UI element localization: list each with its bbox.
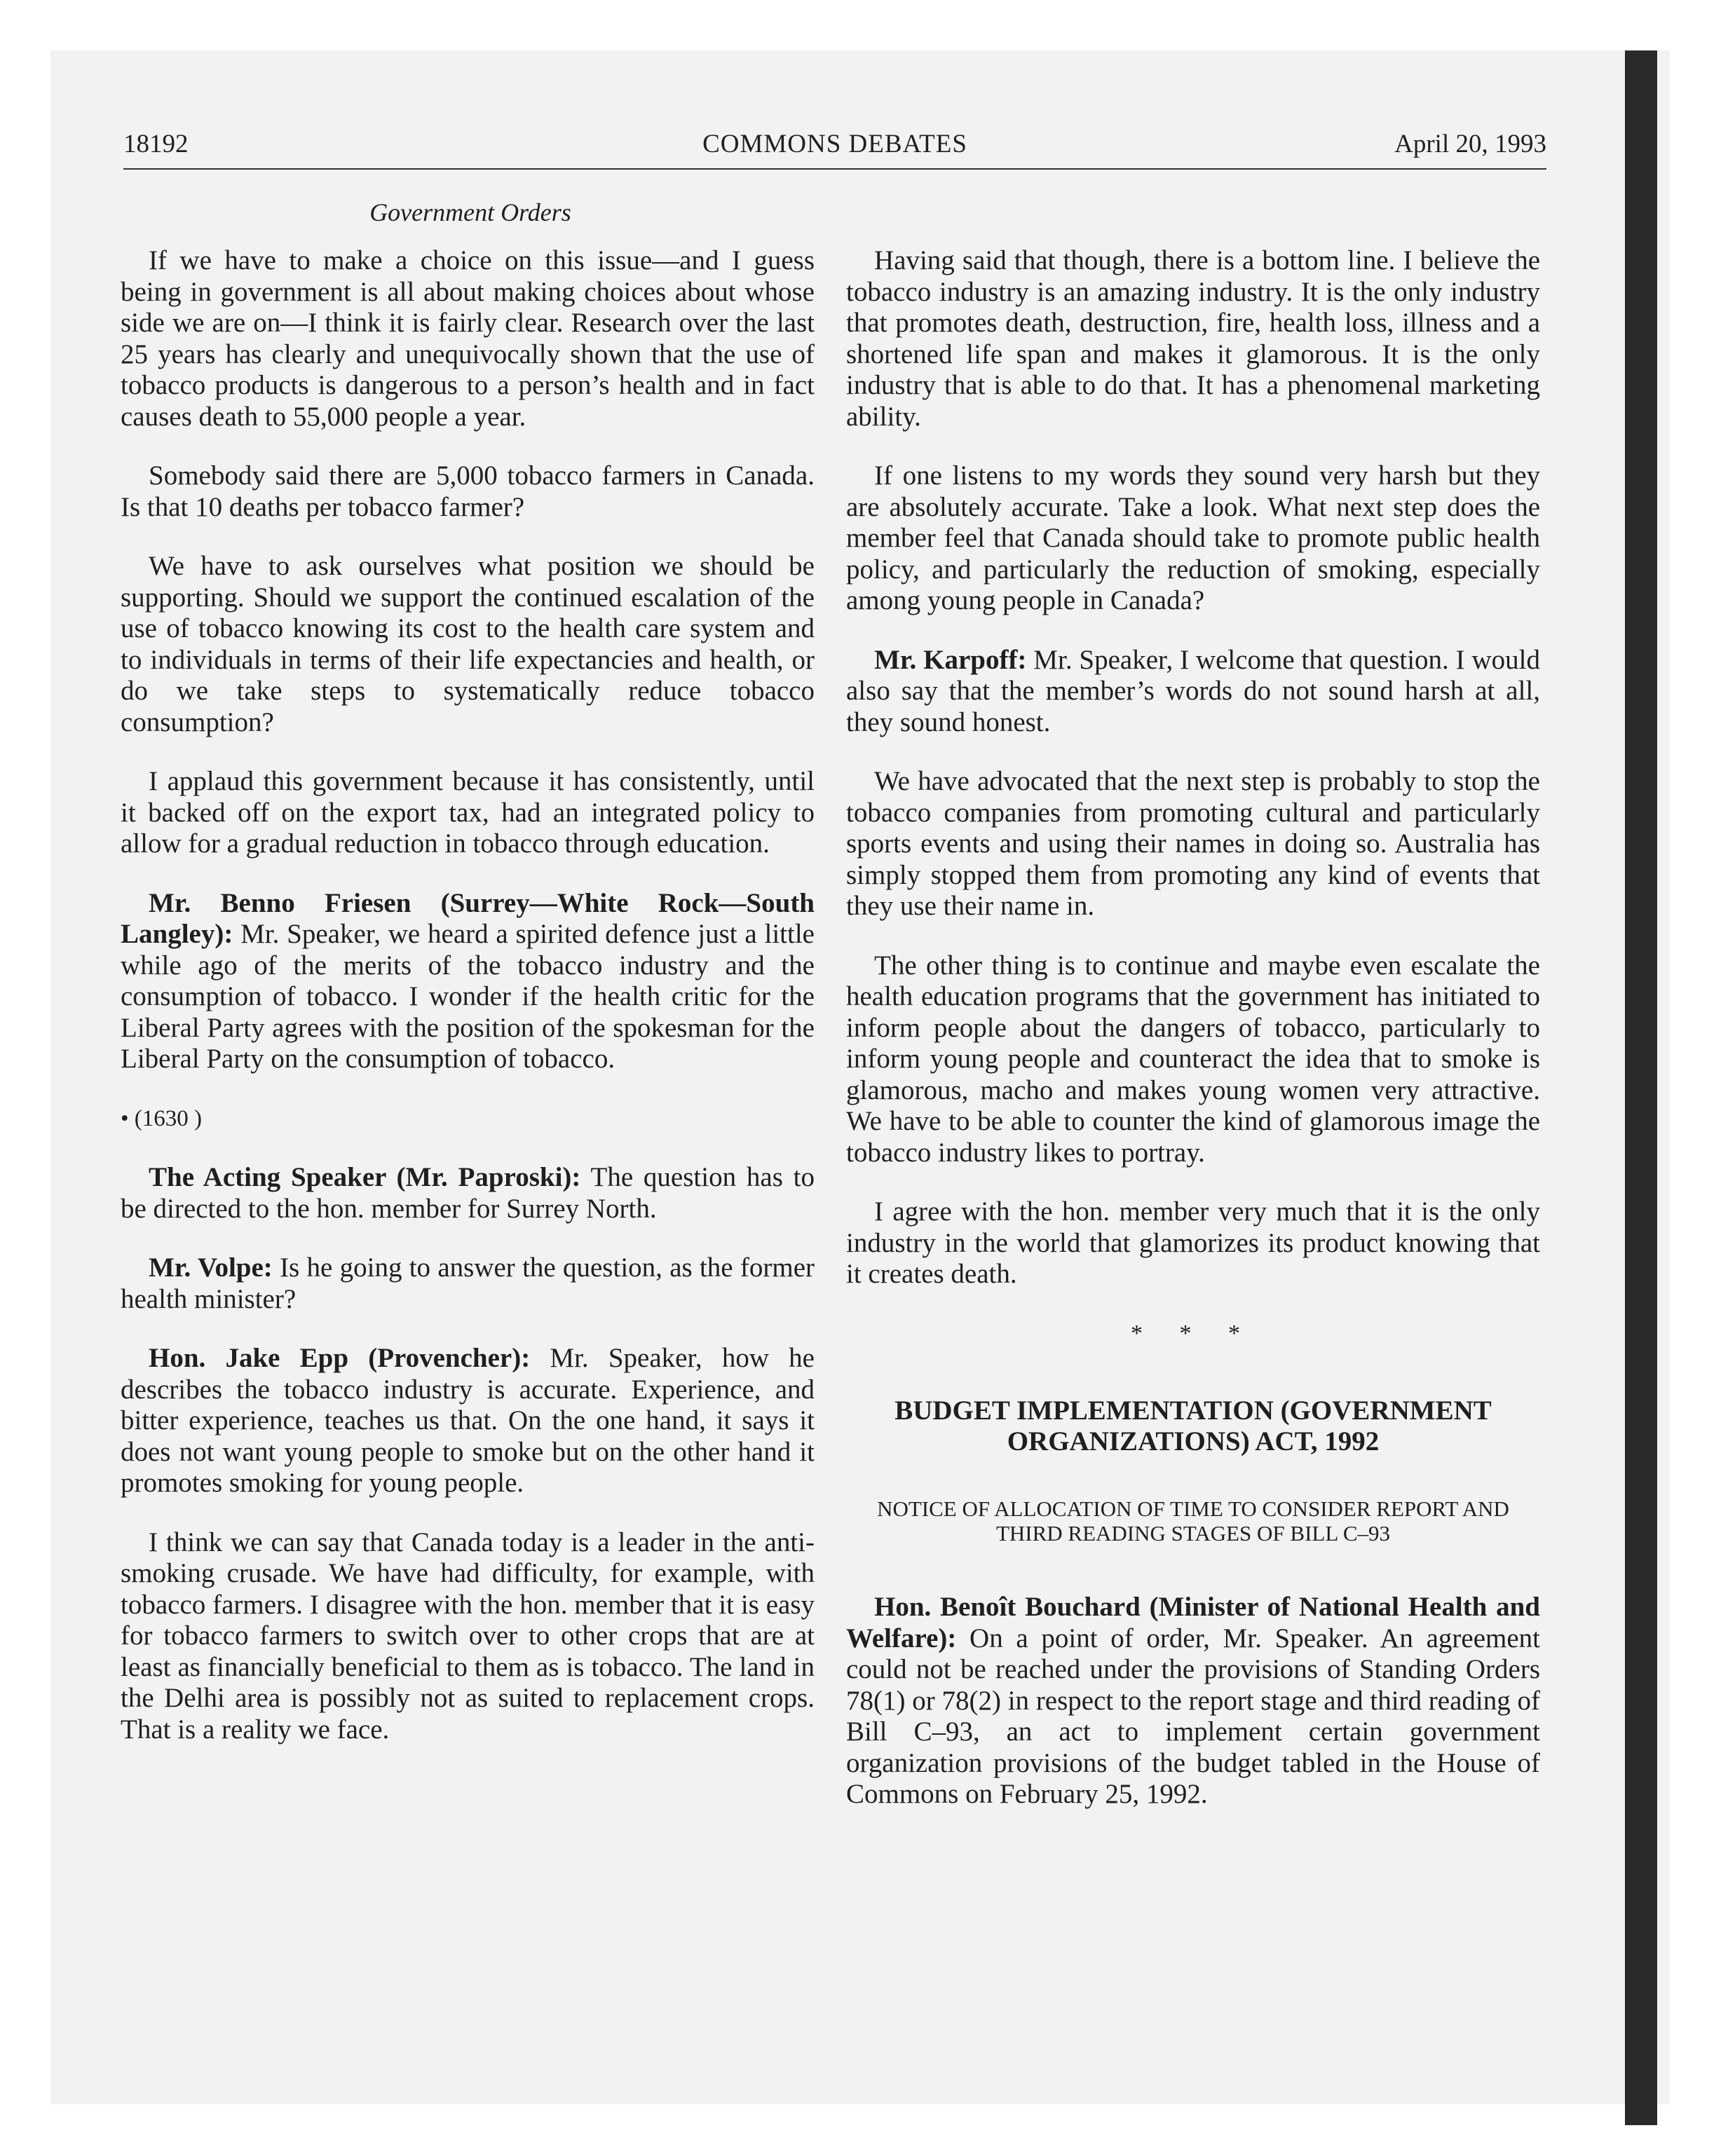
speaker-name: Mr. Karpoff: [874,644,1027,675]
time-marker: • (1630 ) [121,1105,203,1131]
right-column [846,245,1540,1838]
paragraph: Having said that though, there is a bottom line. I believe the tobacco industry is an amazing industry. It is the only industry that promotes death, destruction, fire, health loss, illness and a shortened life span and makes it glamorous. It is the only industry that is able to do that. It has a phenomenal marketing ability. [846,245,1540,432]
speech-paragraph [121,1253,815,1315]
section-separator: * * * [1131,1320,1256,1346]
paragraph: We have to ask ourselves what position we should be supporting. Should we support the continued escalation of the use of tobacco knowing its cost to the health care system and to individuals in terms of their life expectancies and health, or do we take steps to systematically reduce tobacco consumption? [121,551,815,737]
publication-title: COMMONS DEBATES [702,130,967,158]
speech-paragraph [846,645,1540,739]
bill-title: BUDGET IMPLEMENTATION (GOVERNMENT ORGANIZATIONS) ACT, 1992 [894,1396,1492,1456]
paragraph: If one listens to my words they sound very harsh but they are absolutely accurate. Take a look. What next step does the member feel that Canada should take to promote public health policy, and particularly the reduction of smoking, especially among young people in Canada? [846,460,1540,615]
speech-paragraph [846,1592,1540,1810]
paragraph: We have advocated that the next step is probably to stop the tobacco companies from promoting cultural and particularly sports events and using their names in doing so. Australia has simply stopped them from promoting any kind of events that they use their name in. [846,766,1540,921]
left-column [121,245,815,1773]
speech-paragraph [121,888,815,1075]
paragraph: I agree with the hon. member very much that it is the only industry in the world that glamorizes its product knowing that it creates death. [846,1196,1540,1289]
paragraph: Somebody said there are 5,000 tobacco farmers in Canada. Is that 10 deaths per tobacco farmer? [121,460,815,522]
speech-text: The question has to be directed to the hon. member for Surrey North. [121,1162,815,1224]
speech-text: Mr. Speaker, I welcome that question. I would also say that the member’s words do not sound harsh at all, they sound honest. [846,644,1540,737]
paragraph: I think we can say that Canada today is a leader in the anti-smoking crusade. We have had difficulty, for example, with tobacco farmers. I disagree with the hon. member that it is easy for tobacco farmers to switch over to other crops that are at least as financially beneficial to them as is tobacco. The land in the Delhi area is possibly not as suited to replacement crops. That is a reality we face. [121,1527,815,1745]
page-number: 18192 [123,130,189,158]
speech-text: Is he going to answer the question, as the former health minister? [121,1253,815,1314]
speaker-name: Hon. Benoît Bouchard (Minister of National Health and Welfare): [846,1592,1540,1653]
speech-paragraph [121,1162,815,1224]
speaker-name: Mr. Benno Friesen (Surrey—White Rock—South Langley): [121,887,815,949]
speech-paragraph [121,1343,815,1499]
section-heading: Government Orders [369,198,571,226]
paragraph: If we have to make a choice on this issue—and I guess being in government is all about making choices about whose side we are on—I think it is fairly clear. Research over the last 25 years has clearly and unequivocally shown that the use of tobacco products is dangerous to a person’s health and in fact causes death to 55,000 people a year. [121,245,815,432]
paragraph: The other thing is to continue and maybe even escalate the health education programs that the government has initiated to inform people about the dangers of tobacco, particularly to inform young people and counteract the idea that to smoke is glamorous, macho and makes young women very attractive. We have to be able to counter the kind of glamorous image the tobacco industry likes to portray. [846,950,1540,1168]
publication-date: April 20, 1993 [1394,130,1546,158]
speech-text: Mr. Speaker, how he describes the tobacco industry is accurate. Experience, and bitter experience, teaches us that. On the one hand, it says it does not want young people to smoke but on the other hand it promotes smoking for young people. [121,1343,815,1498]
notice-heading: NOTICE OF ALLOCATION OF TIME TO CONSIDER REPORT AND THIRD READING STAGES OF BILL C–93 [877,1496,1509,1546]
paragraph: I applaud this government because it has consistently, until it backed off on the export tax, had an integrated policy to allow for a gradual reduction in tobacco through education. [121,766,815,859]
speech-text: On a point of order, Mr. Speaker. An agreement could not be reached under the provisions of Standing Orders 78(1) or 78(2) in respect to the report stage and third reading of Bill C–93, an act to implement certain government organization provisions of the budget tabled in the House of Commons on February 25, 1992. [846,1623,1540,1809]
speaker-name: Hon. Jake Epp (Provencher): [149,1343,531,1373]
speaker-name: The Acting Speaker (Mr. Paproski): [149,1162,581,1192]
page-header [123,126,1546,170]
scan-edge-shadow [1625,50,1657,2125]
speaker-name: Mr. Volpe: [149,1253,273,1283]
speech-text: Mr. Speaker, we heard a spirited defence just a little while ago of the merits of the tobacco industry and the consumption of tobacco. I wonder if the health critic for the Liberal Party agrees with the position of the spokesman for the Liberal Party on the consumption of tobacco. [121,919,815,1074]
